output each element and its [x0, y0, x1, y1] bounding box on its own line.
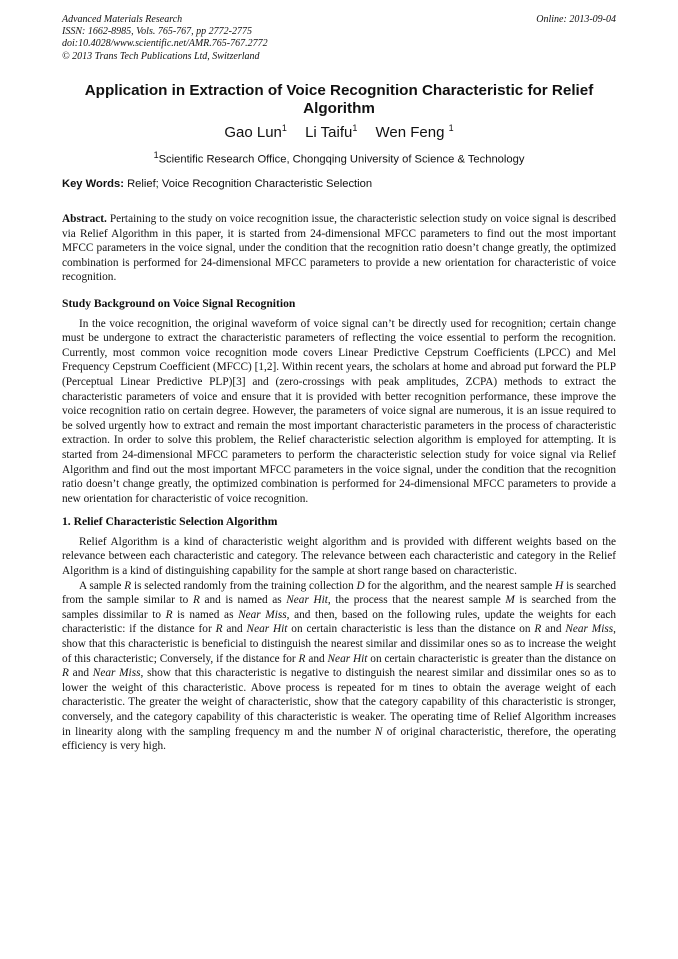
keywords	[62, 178, 616, 190]
paragraph: In the voice recognition, the original waveform of voice signal can’t be directly used for recognition; certain change must be undergone to extract the characteristic parameters of reflecting the voice essential to perform the recognition. Currently, most common voice recognition mode covers Linear Predictive Cepstrum Coefficients (LPCC) and Mel Frequency Cepstrum Coefficient (MFCC) [1,2]. Within recent years, the scholars at home and abroad put forward the PLP (Perceptual Linear Predictive PLP)[3] and (zero-crossings with peak amplitudes, ZCPA) methods to extract the characteristic parameters of voice and ensure that it is provided with better recognition performance, these improve the voice recognition ratio on certain degree. However, the parameters of voice signal are numerous, it is an issue required to be solved urgently how to extract and remain the most important characteristic parameters in the process of characteristic extraction. In order to solve this problem, the Relief characteristic selection algorithm is employed for attempting. It is started from 24-dimensional MFCC parameters to perform the characteristic selection study for voice signal via Relief Algorithm and find out the most important MFCC parameters in the voice signal, under the condition that the recognition ratio doesn’t change greatly, the optimized combination is performed for 24-dimensional MFCC parameters to provide a new orientation for characteristic of voice recognition.	[62, 317, 616, 505]
author: Wen Feng $^1$	[375, 123, 454, 141]
paragraph: Relief Algorithm is a kind of characteristic weight algorithm and is provided with different weights based on the relevance between each characteristic and category. The relevance between each characteristic and category in the Relief Algorithm is a kind of distinguishing capability for the sample at short range based on characteristic.	[62, 535, 616, 578]
paper-body	[62, 212, 616, 754]
doi-line: doi:10.4028/www.scientific.net/AMR.765-767.2772	[62, 38, 268, 50]
online-date: Online: 2013-09-04	[536, 14, 616, 25]
keywords-text: Relief; Voice Recognition Characteristic Selection	[127, 178, 373, 190]
journal-name: Advanced Materials Research	[62, 14, 183, 25]
abstract-text: Pertaining to the study on voice recognition issue, the characteristic selection study on voice signal is described via Relief Algorithm in this paper, it is started from 24-dimensional MFCC parameters to find out the most important MFCC parameters in the voice signal, under the condition that the recognition ratio doesn’t change greatly, the optimized combination is performed for 24-dimensional MFCC parameters to provide a new orientation for characteristic of voice recognition.	[62, 213, 617, 284]
affiliation: $^1$Scientific Research Office, Chongqing University of Science & Technology	[153, 150, 525, 166]
keywords-label: Key Words:	[62, 178, 124, 190]
abstract-label: Abstract.	[62, 213, 107, 225]
section-heading: Study Background on Voice Signal Recognition	[62, 296, 296, 310]
author-list	[62, 123, 616, 141]
author: Gao Lun$^1$	[224, 123, 287, 141]
section-heading: 1. Relief Characteristic Selection Algorithm	[62, 515, 278, 529]
author: Li Taifu$^1$	[305, 123, 358, 141]
copyright-line: © 2013 Trans Tech Publications Ltd, Switzerland	[62, 50, 260, 62]
issn-line: ISSN: 1662-8985, Vols. 765-767, pp 2772-2775	[62, 26, 252, 38]
paragraph: A sample R is selected randomly from the training collection D for the algorithm, and the nearest sample H is searched from the sample similar to R and is named as Near Hit, the process that the nearest sample M is searched from the samples dissimilar to R is named as Near Miss, and then, based on the following rules, update the weights for each characteristic: if the distance for R and Near Hit on certain characteristic is less than the distance on R and Near Miss, show that this characteristic is beneficial to distinguish the nearest similar and dissimilar ones so as to increase the weight of this characteristic; Conversely, if the distance for R and Near Hit on certain characteristic is greater than the distance on R and Near Miss, show that this characteristic is negative to distinguish the nearest similar and dissimilar ones so as to lower the weight of this characteristic. Above process is repeated for m tines to obtain the average weight of each characteristic. The greater the weight of characteristic, show that the category capability of this characteristic is stronger, conversely, and the category capability of this characteristic is weaker. The operating time of Relief Algorithm increases in linearity along with the sampling frequency m and the number N of original characteristic, therefore, the operating efficiency is very high.	[62, 579, 617, 753]
running-header	[62, 14, 616, 63]
paper-title: Application in Extraction of Voice Recognition Characteristic for Relief Algorithm	[84, 82, 594, 117]
abstract	[62, 212, 616, 285]
